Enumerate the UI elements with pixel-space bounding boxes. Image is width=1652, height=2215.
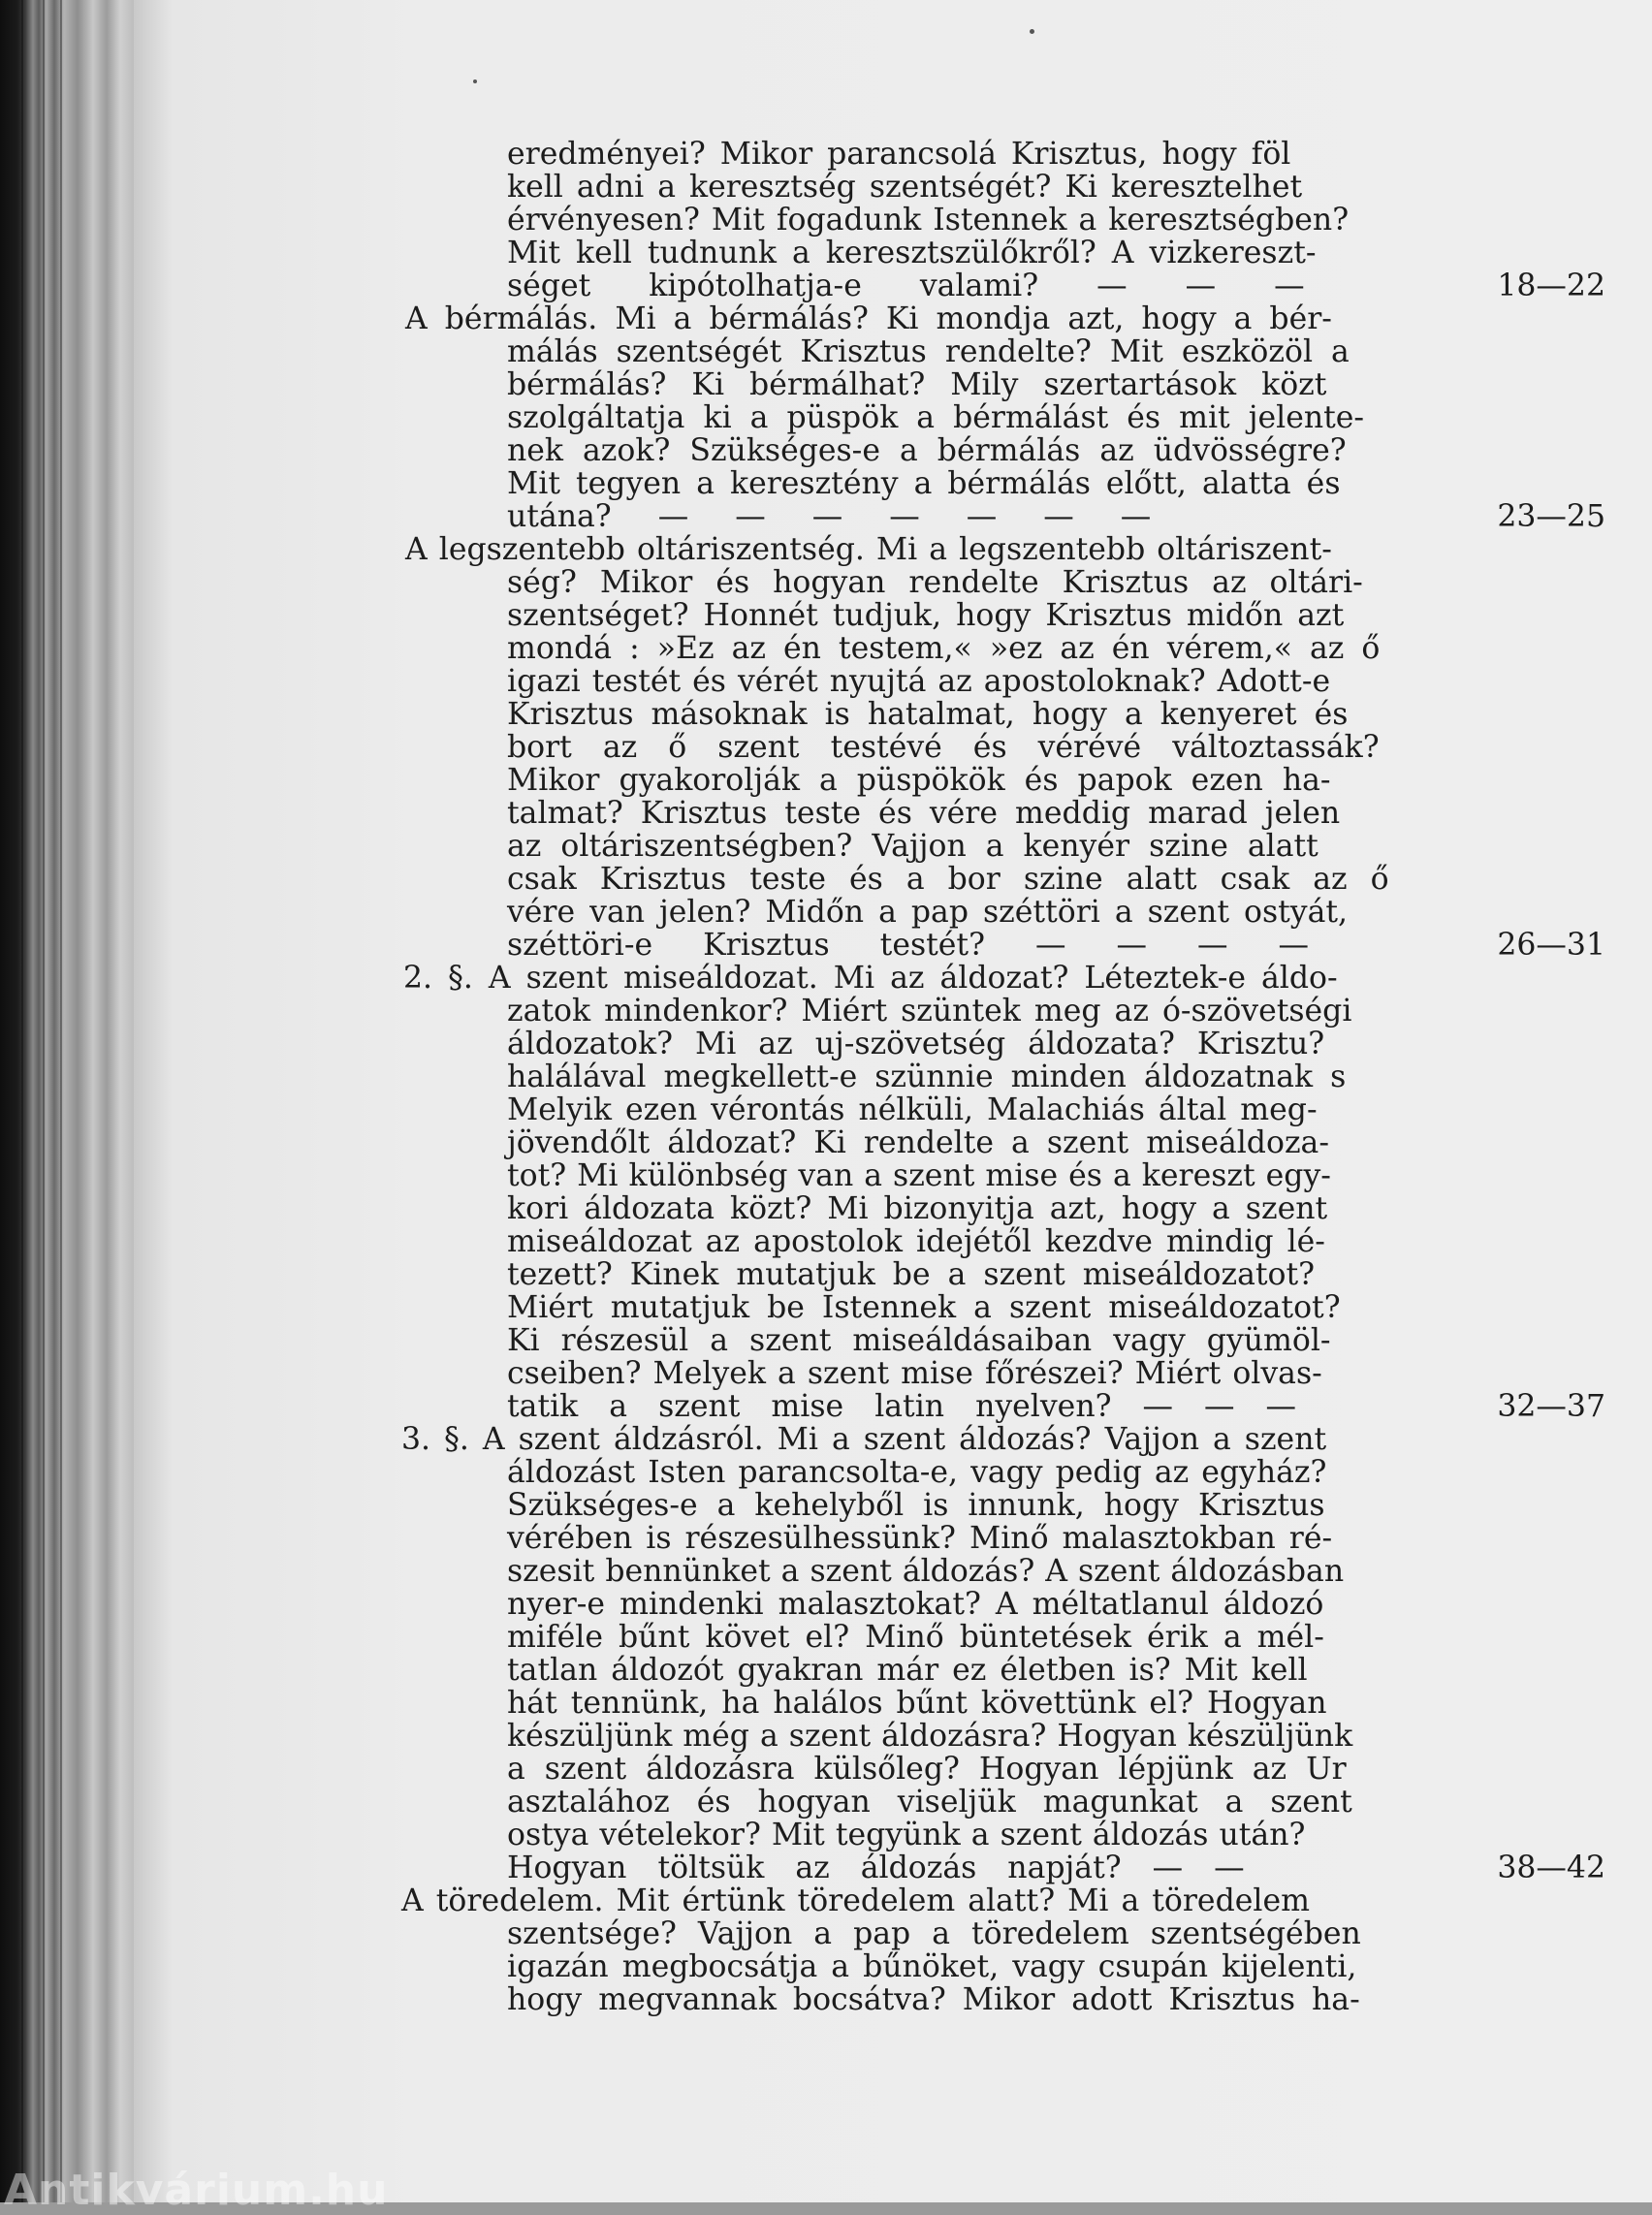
toc-line: jövendőlt áldozat? Ki rendelte a szent miseáldoza- <box>507 1125 1329 1160</box>
toc-line: málás szentségét Krisztus rendelte? Mit eszközöl a <box>507 334 1350 369</box>
book-gutter <box>0 0 134 2202</box>
toc-line: zatok mindenkor? Miért szüntek meg az ó-szövetségi <box>507 994 1352 1028</box>
gutter-edge <box>43 0 45 2202</box>
toc-line: A bérmálás. Mi a bérmálás? Ki mondja azt, hogy a bér- <box>405 301 1332 336</box>
toc-line: hogy megvannak bocsátva? Mikor adott Krisztus ha- <box>507 1982 1360 2017</box>
toc-line: Hogyan töltsük az áldozás napját? — — <box>507 1851 1245 1885</box>
toc-line: Krisztus másoknak is hatalmat, hogy a kenyeret és <box>507 697 1349 732</box>
toc-line: kell adni a keresztség szentségét? Ki keresztelhet <box>507 170 1303 205</box>
toc-line: nek azok? Szükséges-e a bérmálás az üdvösségre? <box>507 433 1347 468</box>
toc-line: mondá : »Ez az én testem,« »ez az én vérem,« az ő <box>507 631 1381 666</box>
toc-line: utána? — — — — — — — <box>507 499 1152 534</box>
toc-line: hát tennünk, ha halálos bűnt követtünk el? Hogyan <box>507 1686 1327 1721</box>
toc-line: A töredelem. Mit értünk töredelem alatt? Mi a töredelem <box>401 1883 1310 1918</box>
toc-line: igazi testét és vérét nyujtá az apostoloknak? Adott-e <box>507 664 1331 699</box>
paper-speck <box>1030 29 1034 34</box>
paper-speck <box>473 79 477 83</box>
toc-line: halálával megkellett-e szünnie minden áldozatnak s <box>507 1060 1347 1094</box>
toc-line: asztalához és hogyan viseljük magunkat a szent <box>507 1785 1352 1819</box>
gutter-edge <box>21 0 23 2202</box>
toc-line: bérmálás? Ki bérmálhat? Mily szertartások közt <box>507 367 1327 402</box>
toc-line: a szent áldozásra külsőleg? Hogyan lépjünk az Ur <box>507 1752 1347 1787</box>
toc-line: nyer-e mindenki malasztokat? A méltatlanul áldozó <box>507 1587 1324 1622</box>
toc-line: Szükséges-e a kehelyből is innunk, hogy Krisztus <box>507 1488 1325 1523</box>
toc-line: Melyik ezen vérontás nélküli, Malachiás által meg- <box>507 1092 1318 1127</box>
toc-line: Miért mutatjuk be Istennek a szent miseáldozatot? <box>507 1290 1341 1325</box>
toc-line: az oltáriszentségben? Vajjon a kenyér szine alatt <box>507 829 1318 864</box>
toc-line: szentsége? Vajjon a pap a töredelem szentségében <box>507 1916 1361 1951</box>
toc-line: ség? Mikor és hogyan rendelte Krisztus az oltári- <box>507 565 1363 600</box>
page-reference: 18—22 <box>1497 269 1605 303</box>
toc-line: vérében is részesülhessünk? Minő malasztokban ré- <box>507 1521 1333 1556</box>
toc-line: igazán megbocsátja a bűnöket, vagy csupán kijelenti, <box>507 1949 1357 1984</box>
toc-line: bort az ő szent testévé és vérévé változtassák? <box>507 730 1380 765</box>
toc-line: Mit kell tudnunk a keresztszülőkről? A vizkereszt- <box>507 236 1317 270</box>
toc-line: miseáldozat az apostolok idejétől kezdve mindig lé- <box>507 1224 1325 1259</box>
toc-line: szentséget? Honnét tudjuk, hogy Krisztus midőn azt <box>507 598 1345 633</box>
toc-line: eredményei? Mikor parancsolá Krisztus, hogy föl <box>507 137 1291 172</box>
toc-line: miféle bűnt követ el? Minő büntetések érik a mél- <box>507 1620 1324 1655</box>
toc-line: Mit tegyen a keresztény a bérmálás előtt, alatta és <box>507 466 1341 501</box>
toc-line: készüljünk még a szent áldozásra? Hogyan készüljünk <box>507 1719 1353 1754</box>
page-reference: 26—31 <box>1497 928 1605 963</box>
gutter-edge <box>60 0 62 2202</box>
toc-line: 2. §. A szent miseáldozat. Mi az áldozat? Léteztek-e áldo- <box>403 961 1338 996</box>
page-reference: 32—37 <box>1497 1389 1605 1424</box>
toc-line: szolgáltatja ki a püspök a bérmálást és mit jelente- <box>507 400 1365 435</box>
toc-line: talmat? Krisztus teste és vére meddig marad jelen <box>507 796 1341 831</box>
toc-line: tezett? Kinek mutatjuk be a szent miseáldozatot? <box>507 1257 1316 1292</box>
toc-line: áldozást Isten parancsolta-e, vagy pedig az egyház? <box>507 1455 1327 1490</box>
toc-line: csak Krisztus teste és a bor szine alatt csak az ő <box>507 862 1389 897</box>
toc-line: szesit bennünket a szent áldozás? A szent áldozásban <box>507 1554 1345 1589</box>
toc-line: széttöri-e Krisztus testét? — — — — <box>507 928 1310 963</box>
page-reference: 38—42 <box>1497 1851 1605 1885</box>
toc-line: kori áldozata közt? Mi bizonyitja azt, hogy a szent <box>507 1191 1328 1226</box>
toc-line: ostya vételekor? Mit tegyünk a szent áldozás után? <box>507 1818 1306 1852</box>
toc-line: tot? Mi különbség van a szent mise és a kereszt egy- <box>507 1158 1331 1193</box>
watermark: Antikvárium.hu <box>4 2166 389 2215</box>
toc-line: vére van jelen? Midőn a pap széttöri a szent ostyát, <box>507 895 1349 930</box>
toc-line: Ki részesül a szent miseáldásaiban vagy gyümöl- <box>507 1323 1331 1358</box>
toc-line: áldozatok? Mi az uj-szövetség áldozata? Krisztu? <box>507 1027 1325 1061</box>
toc-line: 3. §. A szent áldzásról. Mi a szent áldozás? Vajjon a szent <box>401 1422 1327 1457</box>
toc-line: tatik a szent mise latin nyelven? — — — <box>507 1389 1297 1424</box>
toc-line: cseiben? Melyek a szent mise főrészei? Miért olvas- <box>507 1356 1322 1391</box>
page-reference: 23—25 <box>1497 499 1605 534</box>
toc-line: séget kipótolhatja-e valami? — — — <box>507 269 1305 303</box>
toc-line: Mikor gyakorolják a püspökök és papok ezen ha- <box>507 763 1331 798</box>
toc-line: tatlan áldozót gyakran már ez életben is? Mit kell <box>507 1653 1308 1688</box>
toc-line: A legszentebb oltáriszentség. Mi a legszentebb oltáriszent- <box>405 532 1332 567</box>
toc-line: érvényesen? Mit fogadunk Istennek a keresztségben? <box>507 203 1350 237</box>
